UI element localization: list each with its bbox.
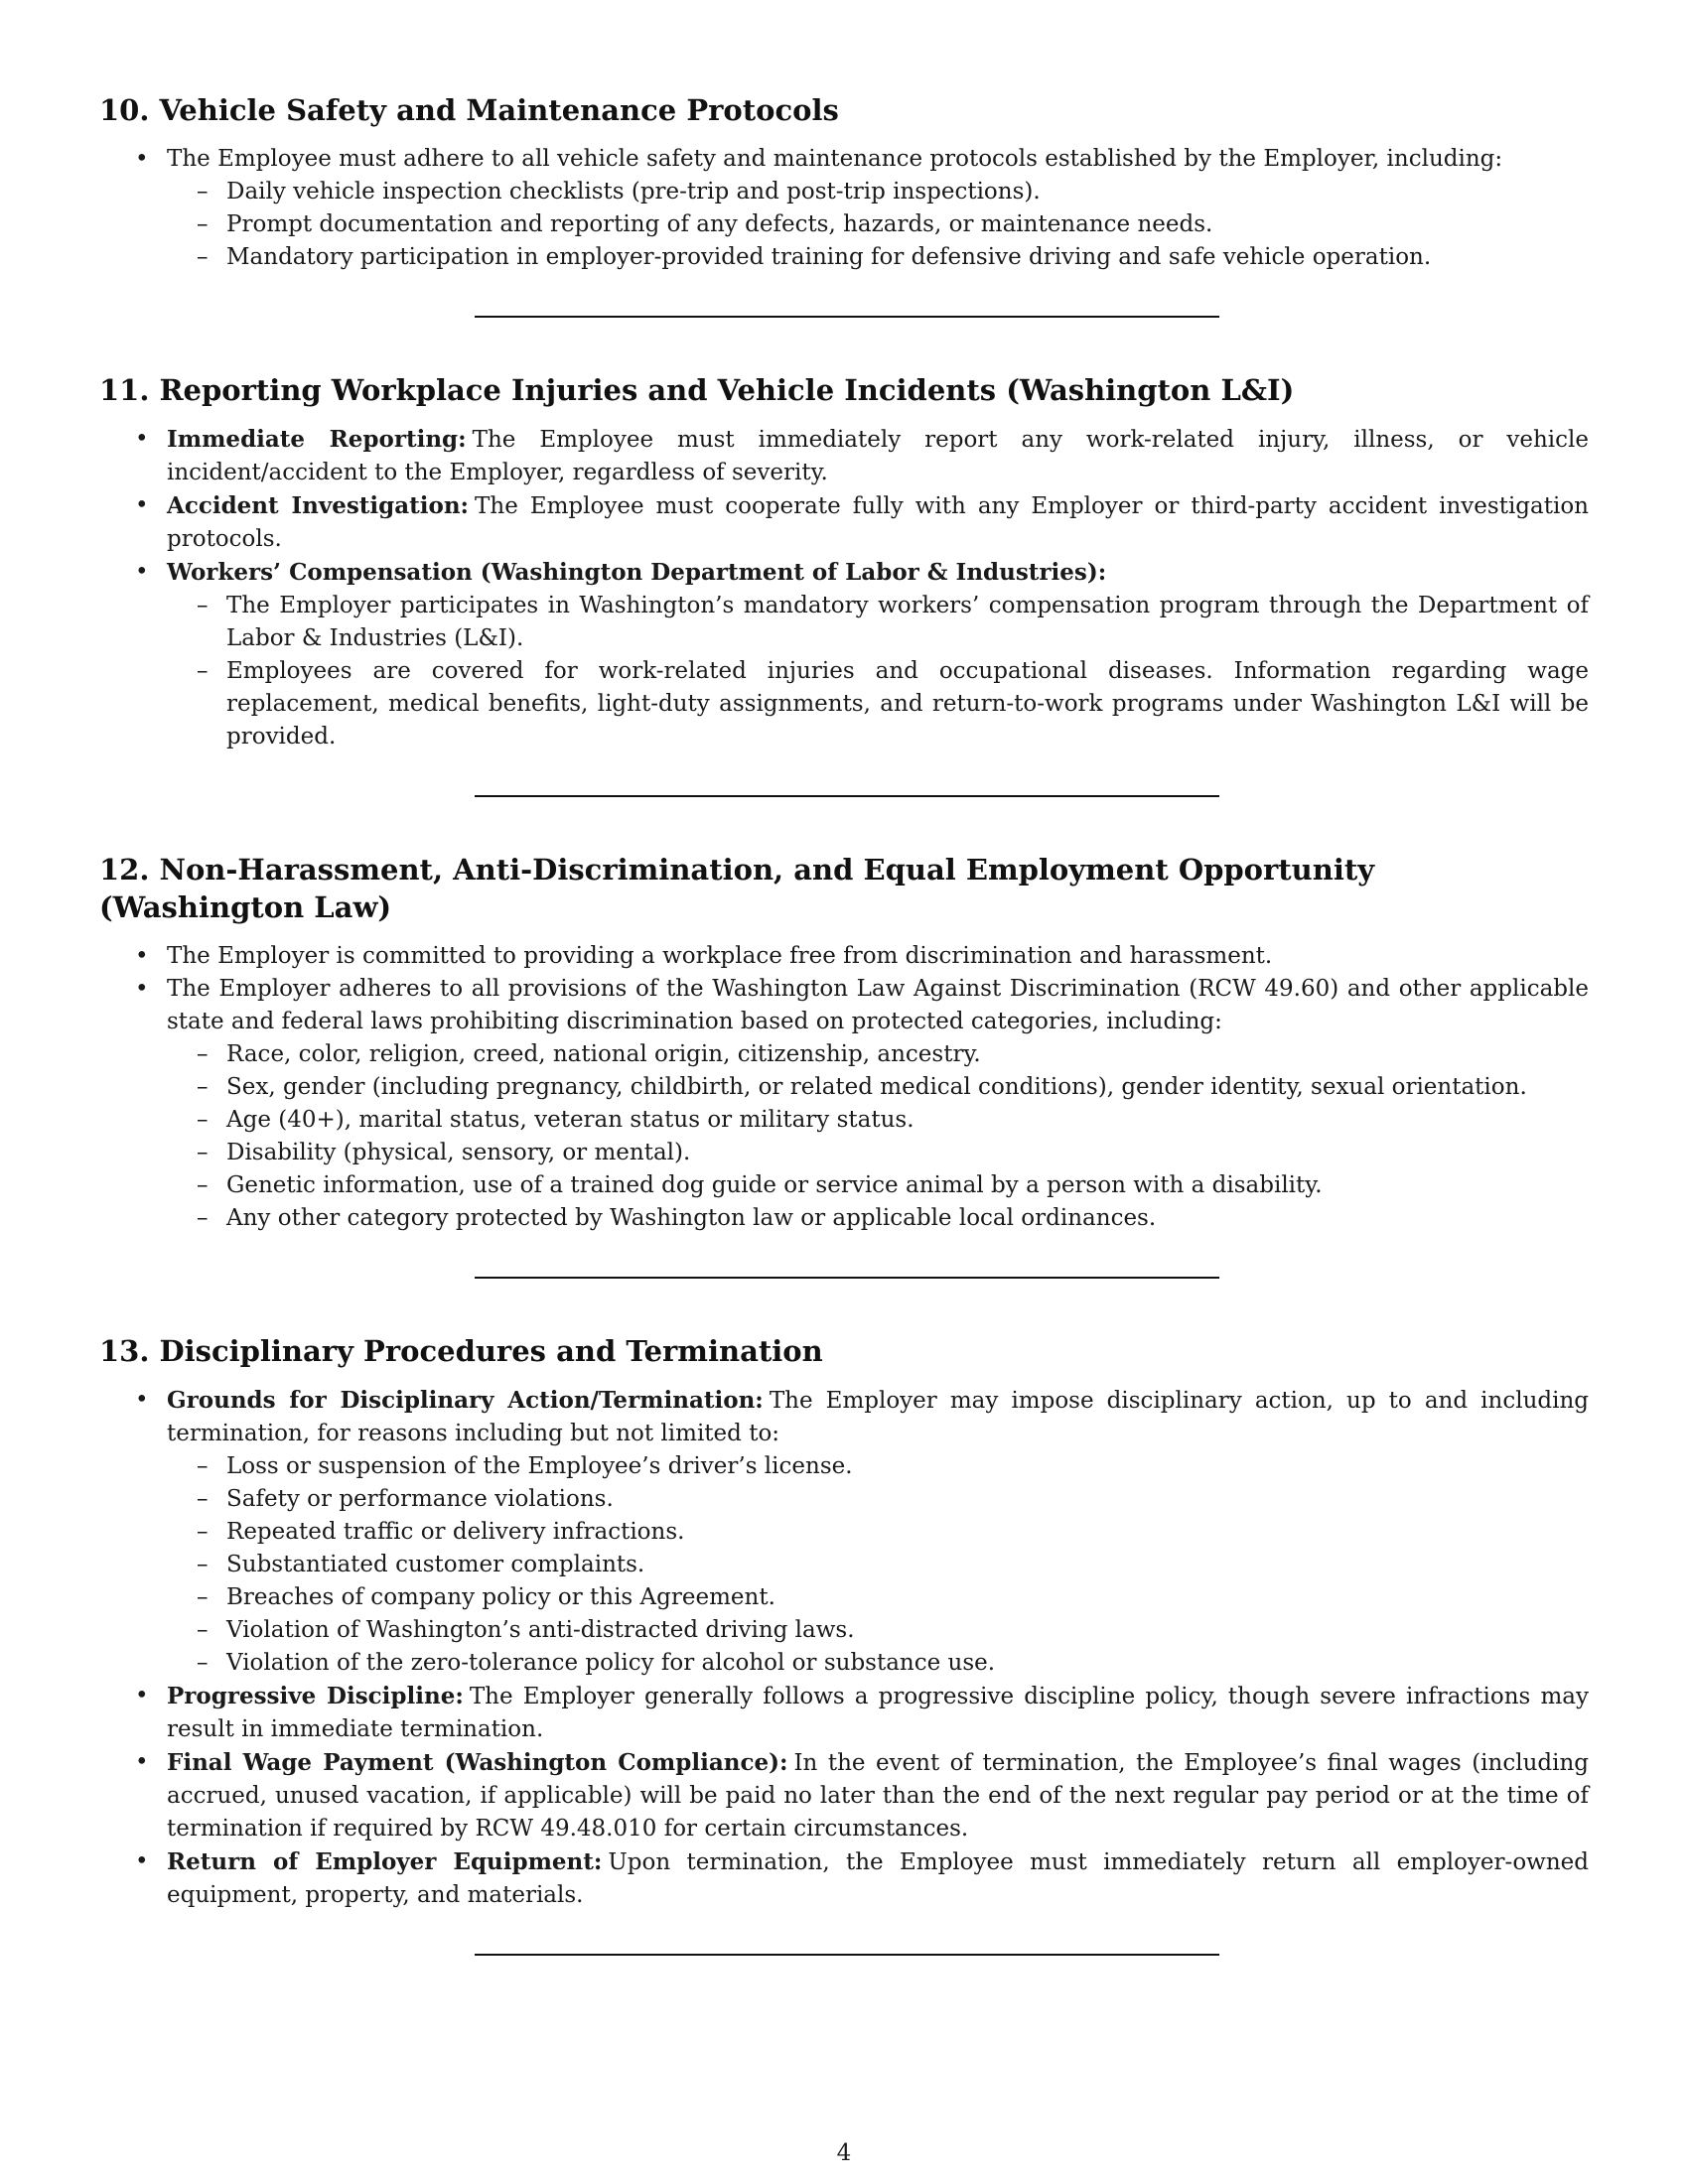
list-item [167, 1680, 1589, 1746]
item-lead-label: Accident Investigation: [167, 492, 470, 519]
item-text: The Employee must immediately report any work-related injury, illness, or vehicle incident/accident to the Employer, regardless of severity. [167, 427, 1589, 485]
section-gap [99, 1279, 1589, 1332]
sub-list-item: – Employees are covered for work-related injuries and occupational diseases. Information regarding wage replacement, medical benefits, light-duty assignments, and return-to-work programs under Washington L&I will be provided. [226, 655, 1589, 753]
sub-list-item: – Sex, gender (including pregnancy, childbirth, or related medical conditions), gender identity, sexual orientation. [226, 1071, 1589, 1104]
item-lead-label: Progressive Discipline: [167, 1683, 464, 1709]
sub-list-item: – Violation of the zero-tolerance policy for alcohol or substance use. [226, 1647, 1589, 1680]
item-text: The Employee must cooperate fully with any Employer or third-party accident investigation protocols. [167, 493, 1589, 552]
section-divider [475, 1954, 1219, 1956]
item-text: Upon termination, the Employee must immediately return all employer-owned equipment, property, and materials. [167, 1849, 1589, 1908]
section-11 [99, 318, 1589, 797]
sub-list-item: – Race, color, religion, creed, national origin, citizenship, ancestry. [226, 1038, 1589, 1071]
section-number: 11. [99, 373, 150, 407]
item-text: In the event of termination, the Employee’s final wages (including accrued, unused vacation, if applicable) will be paid no later than the end of the next regular pay period or at the time of termination if required by RCW 49.48.010 for certain circumstances. [167, 1750, 1590, 1842]
section-heading [99, 1332, 1589, 1370]
sub-list-item: – The Employer participates in Washington’s mandatory workers’ compensation program through the Department of Labor & Industries (L&I). [226, 590, 1589, 655]
section-gap [99, 797, 1589, 851]
sub-list-item: – Substantiated customer complaints. [226, 1549, 1589, 1581]
sub-list [167, 590, 1589, 753]
list-item [167, 143, 1589, 274]
item-lead-label: Grounds for Disciplinary Action/Termination: [167, 1387, 764, 1414]
sub-list [167, 1038, 1589, 1235]
item-lead-label: Final Wage Payment (Washington Compliance): [167, 1749, 788, 1776]
sub-list-item: – Loss or suspension of the Employee’s driver’s license. [226, 1450, 1589, 1483]
section-number: 10. [99, 93, 150, 127]
list-item [167, 556, 1589, 753]
bullet-list [99, 423, 1589, 753]
sub-list-item: – Any other category protected by Washington law or applicable local ordinances. [226, 1202, 1589, 1235]
section-title-text: Vehicle Safety and Maintenance Protocols [159, 93, 839, 127]
sub-list [167, 176, 1589, 274]
section-heading [99, 371, 1589, 409]
list-item [167, 940, 1589, 973]
bullet-list [99, 940, 1589, 1235]
sub-list-item: – Age (40+), marital status, veteran status or military status. [226, 1104, 1589, 1137]
section-title-text: Reporting Workplace Injuries and Vehicle Incidents (Washington L&I) [159, 373, 1295, 407]
section-13 [99, 1279, 1589, 1956]
item-text: The Employer adheres to all provisions of the Washington Law Against Discrimination (RCW 49.60) and other applicable state and federal laws prohibiting discrimination based on protected categories, including: [167, 976, 1589, 1034]
page-number: 4 [836, 2140, 852, 2166]
item-text: The Employer may impose disciplinary action, up to and including termination, for reasons including but not limited to: [167, 1388, 1589, 1446]
item-text: The Employer is committed to providing a workplace free from discrimination and harassment. [167, 943, 1273, 969]
sub-list-item: – Prompt documentation and reporting of any defects, hazards, or maintenance needs. [226, 208, 1589, 241]
sub-list-item: – Daily vehicle inspection checklists (pre-trip and post-trip inspections). [226, 176, 1589, 208]
list-item [167, 489, 1589, 556]
sub-list-item: – Breaches of company policy or this Agreement. [226, 1581, 1589, 1614]
list-item [167, 1746, 1589, 1845]
list-item [167, 1845, 1589, 1912]
list-item [167, 1384, 1589, 1680]
section-title-text: Non-Harassment, Anti-Discrimination, and Equal Employment Opportunity (Washington Law) [99, 853, 1375, 924]
list-item [167, 973, 1589, 1235]
item-lead-label: Return of Employer Equipment: [167, 1848, 603, 1875]
sub-list-item: – Genetic information, use of a trained dog guide or service animal by a person with a disability. [226, 1169, 1589, 1202]
bullet-list [99, 1384, 1589, 1912]
sub-list-item: – Mandatory participation in employer-provided training for defensive driving and safe vehicle operation. [226, 241, 1589, 274]
sub-list [167, 1450, 1589, 1680]
item-text: The Employee must adhere to all vehicle safety and maintenance protocols established by the Employer, including: [167, 146, 1503, 172]
section-number: 12. [99, 853, 150, 887]
document-page [99, 91, 1589, 1956]
sub-list-item: – Safety or performance violations. [226, 1483, 1589, 1516]
section-heading [99, 91, 1589, 129]
section-10 [99, 91, 1589, 318]
bullet-list [99, 143, 1589, 274]
section-title-text: Disciplinary Procedures and Termination [159, 1334, 823, 1368]
section-heading [99, 851, 1589, 926]
section-gap [99, 318, 1589, 371]
item-lead-label: Workers’ Compensation (Washington Department of Labor & Industries): [167, 559, 1107, 586]
section-number: 13. [99, 1334, 150, 1368]
sub-list-item: – Disability (physical, sensory, or mental). [226, 1137, 1589, 1169]
item-text: The Employer generally follows a progressive discipline policy, though severe infractions may result in immediate termination. [167, 1684, 1589, 1742]
item-lead-label: Immediate Reporting: [167, 426, 467, 453]
section-12 [99, 797, 1589, 1279]
sub-list-item: – Violation of Washington’s anti-distracted driving laws. [226, 1614, 1589, 1647]
list-item [167, 423, 1589, 489]
sub-list-item: – Repeated traffic or delivery infractions. [226, 1516, 1589, 1549]
